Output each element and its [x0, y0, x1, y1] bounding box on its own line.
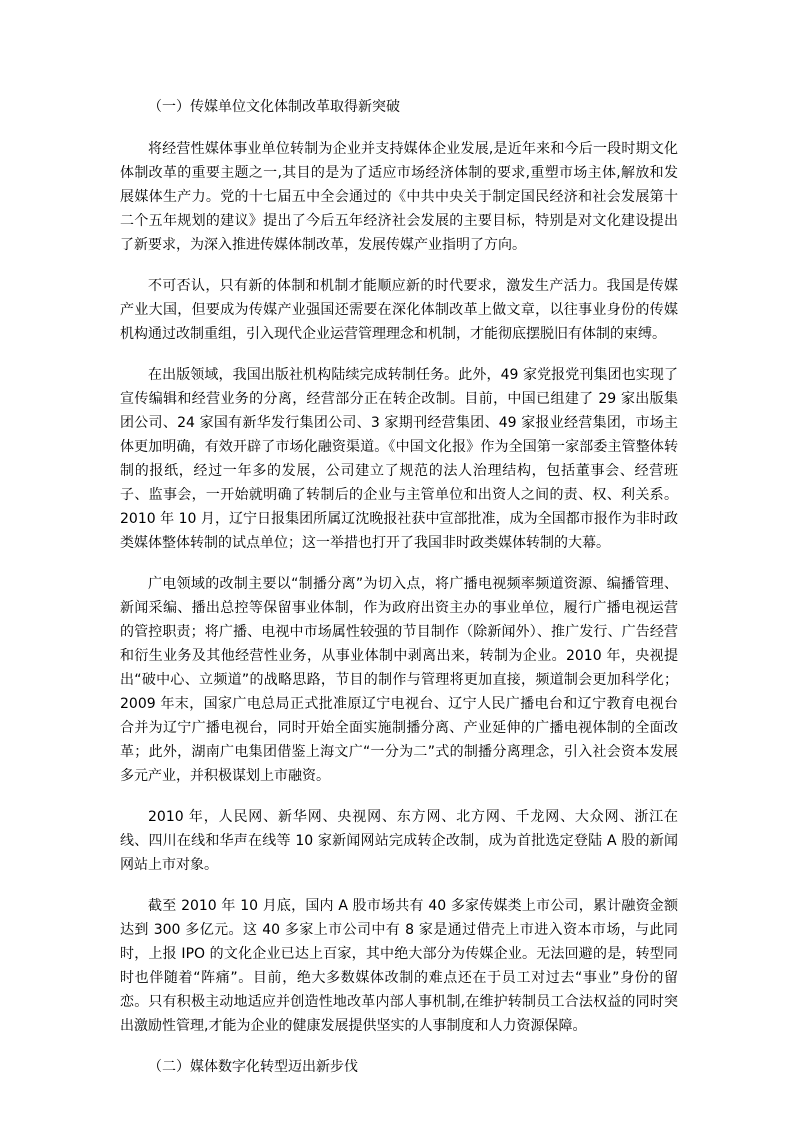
section-heading-1: （一）传媒单位文化体制改革取得新突破 — [148, 99, 400, 115]
section-heading-2: （二）媒体数字化转型迈出新步伐 — [148, 1059, 358, 1075]
paragraph-2: 不可否认，只有新的体制和机制才能顺应新的时代要求，激发生产活力。我国是传媒产业大国，但要成为传媒产业强国还需要在深化体制改革上做文章，以往事业身份的传媒机构通过改制重组，引入现代企业运营管理理念和机制，才能彻底摆脱旧有体制的束缚。 — [120, 278, 678, 342]
document-page — [120, 95, 678, 1079]
paragraph-4: 广电领域的改制主要以“制播分离”为切入点，将广播电视频率频道资源、编播管理、新闻采编、播出总控等保留事业体制，作为政府出资主办的事业单位，履行广播电视运营的管控职责；将广播、电视中市场属性较强的节目制作（除新闻外）、推广发行、广告经营和衍生业务及其他经营性业务，从事业体制中剥离出来，转制为企业。2010 年，央视提出“破中心、立频道”的战略思路，节目的制作与管理将更加直接，频道制会更加科学化；2009 年末，国家广电总局正式批准原辽宁电视台、辽宁人民广播电台和辽宁教育电视台合并为辽宁广播电视台，同时开始全面实施制播分离、产业延伸的广播电视体制的全面改革；此外，湖南广电集团借鉴上海文广“一分为二”式的制播分离理念，引入社会资本发展多元产业，并积极谋划上市融资。 — [120, 576, 678, 784]
paragraph-5: 2010 年，人民网、新华网、央视网、东方网、北方网、千龙网、大众网、浙江在线、四川在线和华声在线等 10 家新闻网站完成转企改制，成为首批选定登陆 A 股的新闻网站上市对象。 — [120, 809, 678, 873]
paragraph-6: 截至 2010 年 10 月底，国内 A 股市场共有 40 多家传媒类上市公司，累计融资金额达到 300 多亿元。这 40 多家上市公司中有 8 家是通过借壳上市进入资本市场，与此同时，上报 IPO 的文化企业已达上百家，其中绝大部分为传媒企业。无法回避的是，转型同时也伴随着“阵痛”。目前，绝大多数媒体改制的难点还在于员工对过去“事业”身份的留恋。只有积极主动地适应并创造性地改革内部人事机制,在维护转制员工合法权益的同时突出激励性管理,才能为企业的健康发展提供坚实的人事制度和人力资源保障。 — [120, 898, 678, 1034]
paragraph-3: 在出版领域，我国出版社机构陆续完成转制任务。此外，49 家党报党刊集团也实现了宣传编辑和经营业务的分离，经营部分正在转企改制。目前，中国已组建了 29 家出版集团公司、24 家国有新华发行集团公司、3 家期刊经营集团、49 家报业经营集团，市场主体更加明确，有效开辟了市场化融资渠道。《中国文化报》作为全国第一家部委主管整体转制的报纸，经过一年多的发展，公司建立了规范的法人治理结构，包括董事会、经营班子、监事会，一开始就明确了转制后的企业与主管单位和出资人之间的责、权、利关系。2010 年 10 月，辽宁日报集团所属辽沈晚报社获中宣部批准，成为全国都市报作为非时政类媒体整体转制的试点单位；这一举措也打开了我国非时政类媒体转制的大幕。 — [120, 367, 678, 551]
paragraph-1: 将经营性媒体事业单位转制为企业并支持媒体企业发展,是近年来和今后一段时期文化体制改革的重要主题之一,其目的是为了适应市场经济体制的要求,重塑市场主体,解放和发展媒体生产力。党的十七届五中全会通过的《中共中央关于制定国民经济和社会发展第十二个五年规划的建议》提出了今后五年经济社会发展的主要目标，特别是对文化建设提出了新要求，为深入推进传媒体制改革，发展传媒产业指明了方向。 — [120, 141, 678, 253]
